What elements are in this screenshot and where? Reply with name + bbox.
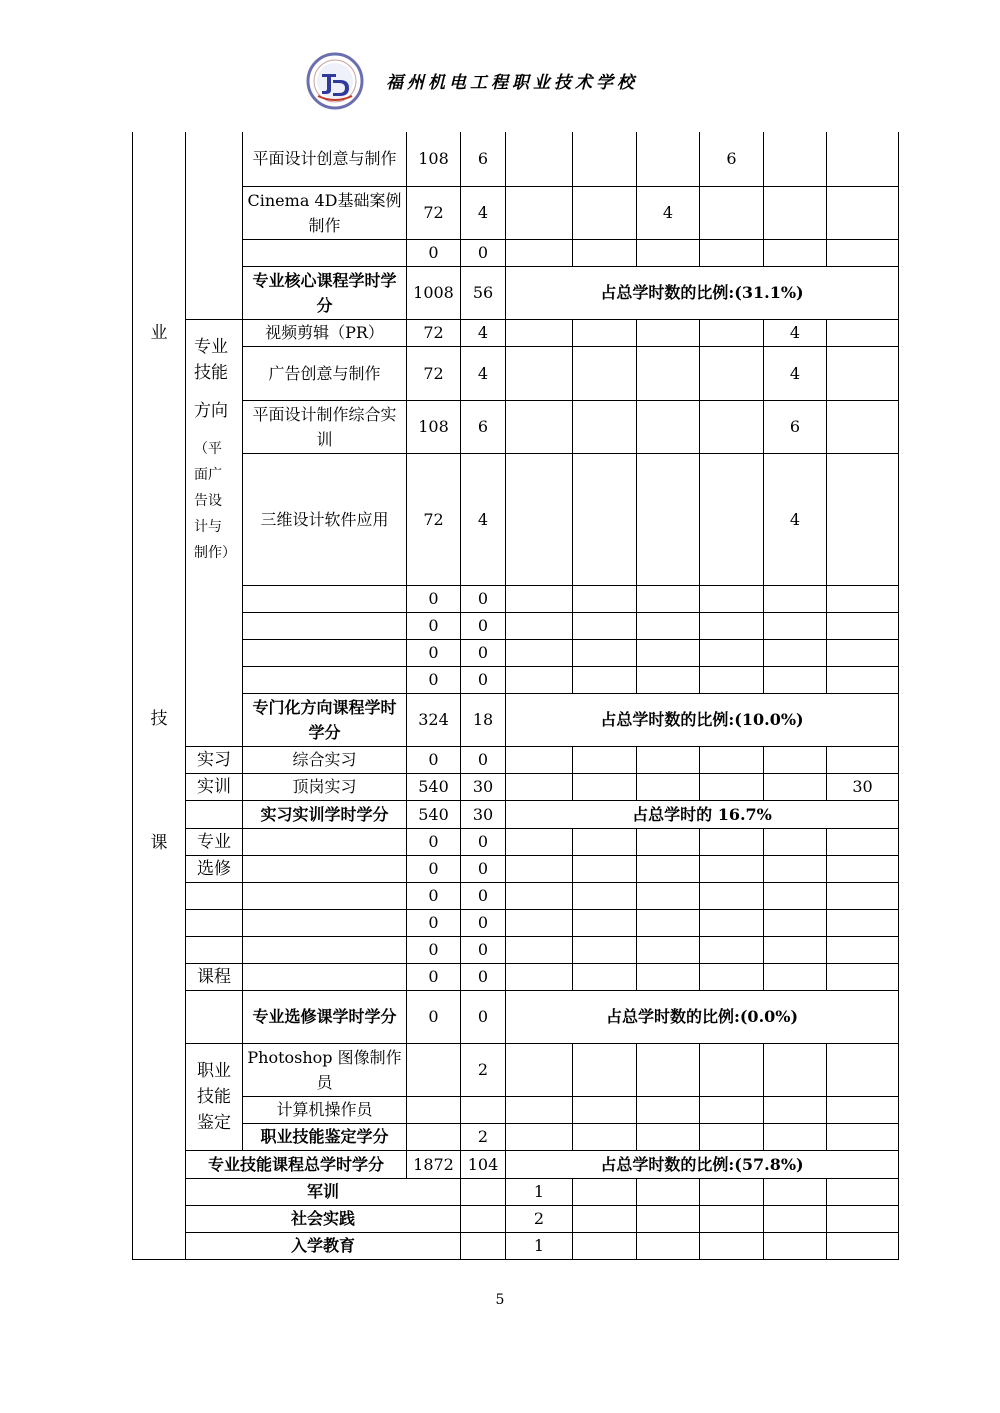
table-row — [133, 1043, 899, 1096]
credits: 2 — [461, 1043, 506, 1096]
credits: 0 — [461, 639, 506, 666]
hours: 108 — [407, 132, 461, 186]
category-label-ke: 课 — [150, 833, 168, 853]
direction-ratio: 占总学时数的比例:(10.0%) — [506, 693, 899, 746]
hours: 540 — [407, 773, 461, 800]
credits: 0 — [461, 909, 506, 936]
hours: 72 — [407, 319, 461, 346]
elective-sum-label: 专业选修课学时学分 — [243, 990, 407, 1043]
course-name: 三维设计软件应用 — [243, 453, 407, 585]
course-plan-table — [132, 132, 899, 1260]
skill-total-ratio: 占总学时数的比例:(57.8%) — [506, 1150, 899, 1178]
course-name: 平面设计制作综合实训 — [243, 400, 407, 453]
category-label-ye: 业 — [150, 323, 168, 343]
credits: 0 — [461, 612, 506, 639]
table-row — [133, 746, 899, 773]
table-row — [133, 800, 899, 828]
semester-4: 6 — [700, 132, 764, 186]
semester-6: 30 — [827, 773, 899, 800]
table-row — [133, 585, 899, 612]
credits: 4 — [461, 453, 506, 585]
course-name: 顶岗实习 — [243, 773, 407, 800]
elective-group-a: 专业 — [186, 828, 243, 855]
table-row — [133, 319, 899, 346]
cert-sum-label: 职业技能鉴定学分 — [243, 1123, 407, 1150]
intern-group-b: 实训 — [186, 773, 243, 800]
core-ratio: 占总学时数的比例:(31.1%) — [506, 266, 899, 319]
elective-group-b: 选修 — [186, 855, 243, 882]
table-row — [133, 346, 899, 400]
table-row — [133, 990, 899, 1043]
course-name: Photoshop 图像制作员 — [243, 1043, 407, 1096]
table-row — [133, 855, 899, 882]
hours: 1008 — [407, 266, 461, 319]
credits: 30 — [461, 773, 506, 800]
credits: 2 — [461, 1123, 506, 1150]
school-logo-icon — [306, 52, 364, 110]
hours: 1872 — [407, 1150, 461, 1178]
intern-ratio: 占总学时的 16.7% — [506, 800, 899, 828]
credits: 4 — [461, 346, 506, 400]
core-sum-label: 专业核心课程学时学分 — [243, 266, 407, 319]
table-row — [133, 239, 899, 266]
cert-group-cell: 职业 技能 鉴定 — [186, 1043, 243, 1150]
direction-sum-label: 专门化方向课程学时学分 — [243, 693, 407, 746]
credits: 0 — [461, 963, 506, 990]
direction-group-cell: 专业 技能 方向 （平 面广 告设 计与 制作） — [186, 319, 243, 746]
credits: 2 — [506, 1205, 573, 1232]
skill-total-label: 专业技能课程总学时学分 — [186, 1150, 407, 1178]
credits: 18 — [461, 693, 506, 746]
hours: 0 — [407, 963, 461, 990]
table-row — [133, 400, 899, 453]
hours: 0 — [407, 909, 461, 936]
table-row — [133, 909, 899, 936]
hours: 72 — [407, 453, 461, 585]
hours: 0 — [407, 585, 461, 612]
table-row — [133, 882, 899, 909]
table-row — [133, 612, 899, 639]
hours: 0 — [407, 882, 461, 909]
category-label-ji: 技 — [150, 709, 168, 729]
table-row — [133, 936, 899, 963]
hours: 0 — [407, 612, 461, 639]
credits: 0 — [461, 882, 506, 909]
credits: 0 — [461, 585, 506, 612]
intern-sum-label: 实习实训学时学分 — [243, 800, 407, 828]
hours: 0 — [407, 746, 461, 773]
credits: 0 — [461, 239, 506, 266]
credits: 4 — [461, 319, 506, 346]
page-number: 5 — [495, 1292, 505, 1308]
hours: 0 — [407, 239, 461, 266]
credits: 30 — [461, 800, 506, 828]
table-row — [133, 266, 899, 319]
course-name: 平面设计创意与制作 — [243, 132, 407, 186]
course-name: 综合实习 — [243, 746, 407, 773]
hours: 72 — [407, 186, 461, 239]
credits: 0 — [461, 666, 506, 693]
credits: 104 — [461, 1150, 506, 1178]
credits: 0 — [461, 828, 506, 855]
table-row — [133, 132, 899, 186]
credits: 6 — [461, 400, 506, 453]
table-row — [133, 773, 899, 800]
semester-5: 6 — [764, 400, 827, 453]
hours: 0 — [407, 990, 461, 1043]
credits: 0 — [461, 990, 506, 1043]
hours: 0 — [407, 828, 461, 855]
hours: 108 — [407, 400, 461, 453]
hours: 0 — [407, 666, 461, 693]
table-row — [133, 666, 899, 693]
course-name: 计算机操作员 — [243, 1096, 407, 1123]
course-name: 视频剪辑（PR） — [243, 319, 407, 346]
credits: 1 — [506, 1178, 573, 1205]
credits: 0 — [461, 936, 506, 963]
table-row — [133, 1178, 899, 1205]
table-row — [133, 828, 899, 855]
table-row — [133, 693, 899, 746]
hours: 540 — [407, 800, 461, 828]
elective-ratio: 占总学时数的比例:(0.0%) — [506, 990, 899, 1043]
table-row — [133, 453, 899, 585]
table-row — [133, 639, 899, 666]
credits: 6 — [461, 132, 506, 186]
credits: 56 — [461, 266, 506, 319]
hours: 324 — [407, 693, 461, 746]
orientation-label: 入学教育 — [186, 1232, 461, 1259]
hours: 72 — [407, 346, 461, 400]
hours: 0 — [407, 639, 461, 666]
table-row — [133, 1096, 899, 1123]
credits: 0 — [461, 746, 506, 773]
intern-group-a: 实习 — [186, 746, 243, 773]
table-row — [133, 1123, 899, 1150]
semester-5: 4 — [764, 346, 827, 400]
category-column — [133, 132, 186, 1259]
course-name: Cinema 4D基础案例制作 — [243, 186, 407, 239]
semester-5: 4 — [764, 453, 827, 585]
table-row — [133, 186, 899, 239]
semester-3: 4 — [637, 186, 700, 239]
hours: 0 — [407, 936, 461, 963]
core-group-cell — [186, 132, 243, 319]
credits: 0 — [461, 855, 506, 882]
table-row — [133, 1232, 899, 1259]
school-name: 福州机电工程职业技术学校 — [386, 73, 638, 93]
course-name: 广告创意与制作 — [243, 346, 407, 400]
semester-5: 4 — [764, 319, 827, 346]
credits: 1 — [506, 1232, 573, 1259]
page-header — [0, 48, 1000, 112]
elective-group-c: 课程 — [186, 963, 243, 990]
table-row — [133, 963, 899, 990]
social-label: 社会实践 — [186, 1205, 461, 1232]
table-row — [133, 1150, 899, 1178]
table-row — [133, 1205, 899, 1232]
credits: 4 — [461, 186, 506, 239]
military-label: 军训 — [186, 1178, 461, 1205]
hours: 0 — [407, 855, 461, 882]
